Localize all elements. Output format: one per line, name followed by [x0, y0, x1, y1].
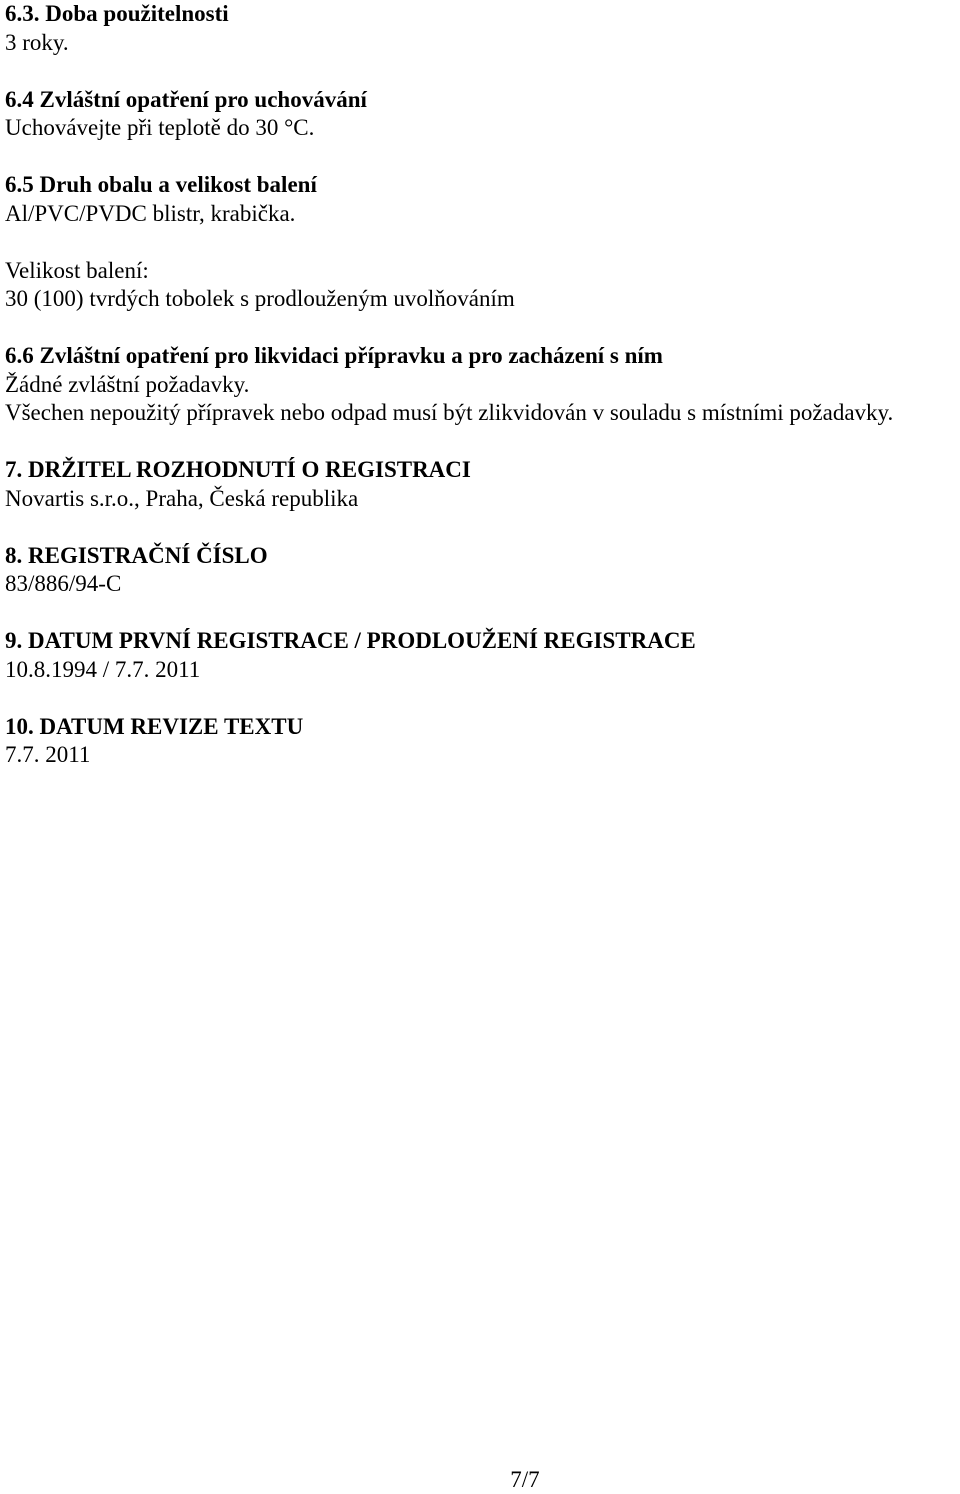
- section-heading: 6.6 Zvláštní opatření pro likvidaci přípravku a pro zacházení s ním: [5, 343, 663, 368]
- section-text: Uchovávejte při teplotě do 30 °C.: [5, 115, 315, 140]
- section-heading: 8. REGISTRAČNÍ ČÍSLO: [5, 542, 268, 568]
- section-text: 3 roky.: [5, 29, 69, 55]
- page-number: 7/7: [510, 1467, 540, 1492]
- section-text: 30 (100) tvrdých tobolek s prodlouženým uvolňováním: [5, 286, 515, 311]
- section-heading: 9. DATUM PRVNÍ REGISTRACE / PRODLOUŽENÍ REGISTRACE: [5, 628, 696, 653]
- section-heading: 6.3. Doba použitelnosti: [5, 1, 229, 26]
- section-text: Všechen nepoužitý přípravek nebo odpad musí být zlikvidován v souladu s místními požadavky.: [5, 400, 894, 425]
- section-6-6: [5, 342, 955, 428]
- section-text: 7.7. 2011: [5, 742, 91, 767]
- section-text: Žádné zvláštní požadavky.: [5, 371, 250, 397]
- section-heading: 6.4 Zvláštní opatření pro uchovávání: [5, 86, 367, 112]
- section-text: 83/886/94-C: [5, 571, 122, 596]
- section-8: [5, 542, 955, 599]
- document-page: [5, 0, 955, 770]
- section-7: [5, 456, 955, 513]
- section-6-5: [5, 171, 955, 314]
- section-heading: 6.5 Druh obalu a velikost balení: [5, 172, 317, 197]
- section-text: Al/PVC/PVDC blistr, krabička.: [5, 200, 296, 226]
- section-heading: 10. DATUM REVIZE TEXTU: [5, 713, 304, 739]
- section-6-3: [5, 0, 955, 57]
- section-heading: 7. DRŽITEL ROZHODNUTÍ O REGISTRACI: [5, 457, 471, 482]
- section-text: 10.8.1994 / 7.7. 2011: [5, 656, 201, 682]
- section-text: Velikost balení:: [5, 257, 149, 283]
- section-text: Novartis s.r.o., Praha, Česká republika: [5, 485, 359, 511]
- page-footer: [0, 1466, 960, 1494]
- section-10: [5, 713, 955, 770]
- section-6-4: [5, 86, 955, 143]
- section-9: [5, 627, 955, 684]
